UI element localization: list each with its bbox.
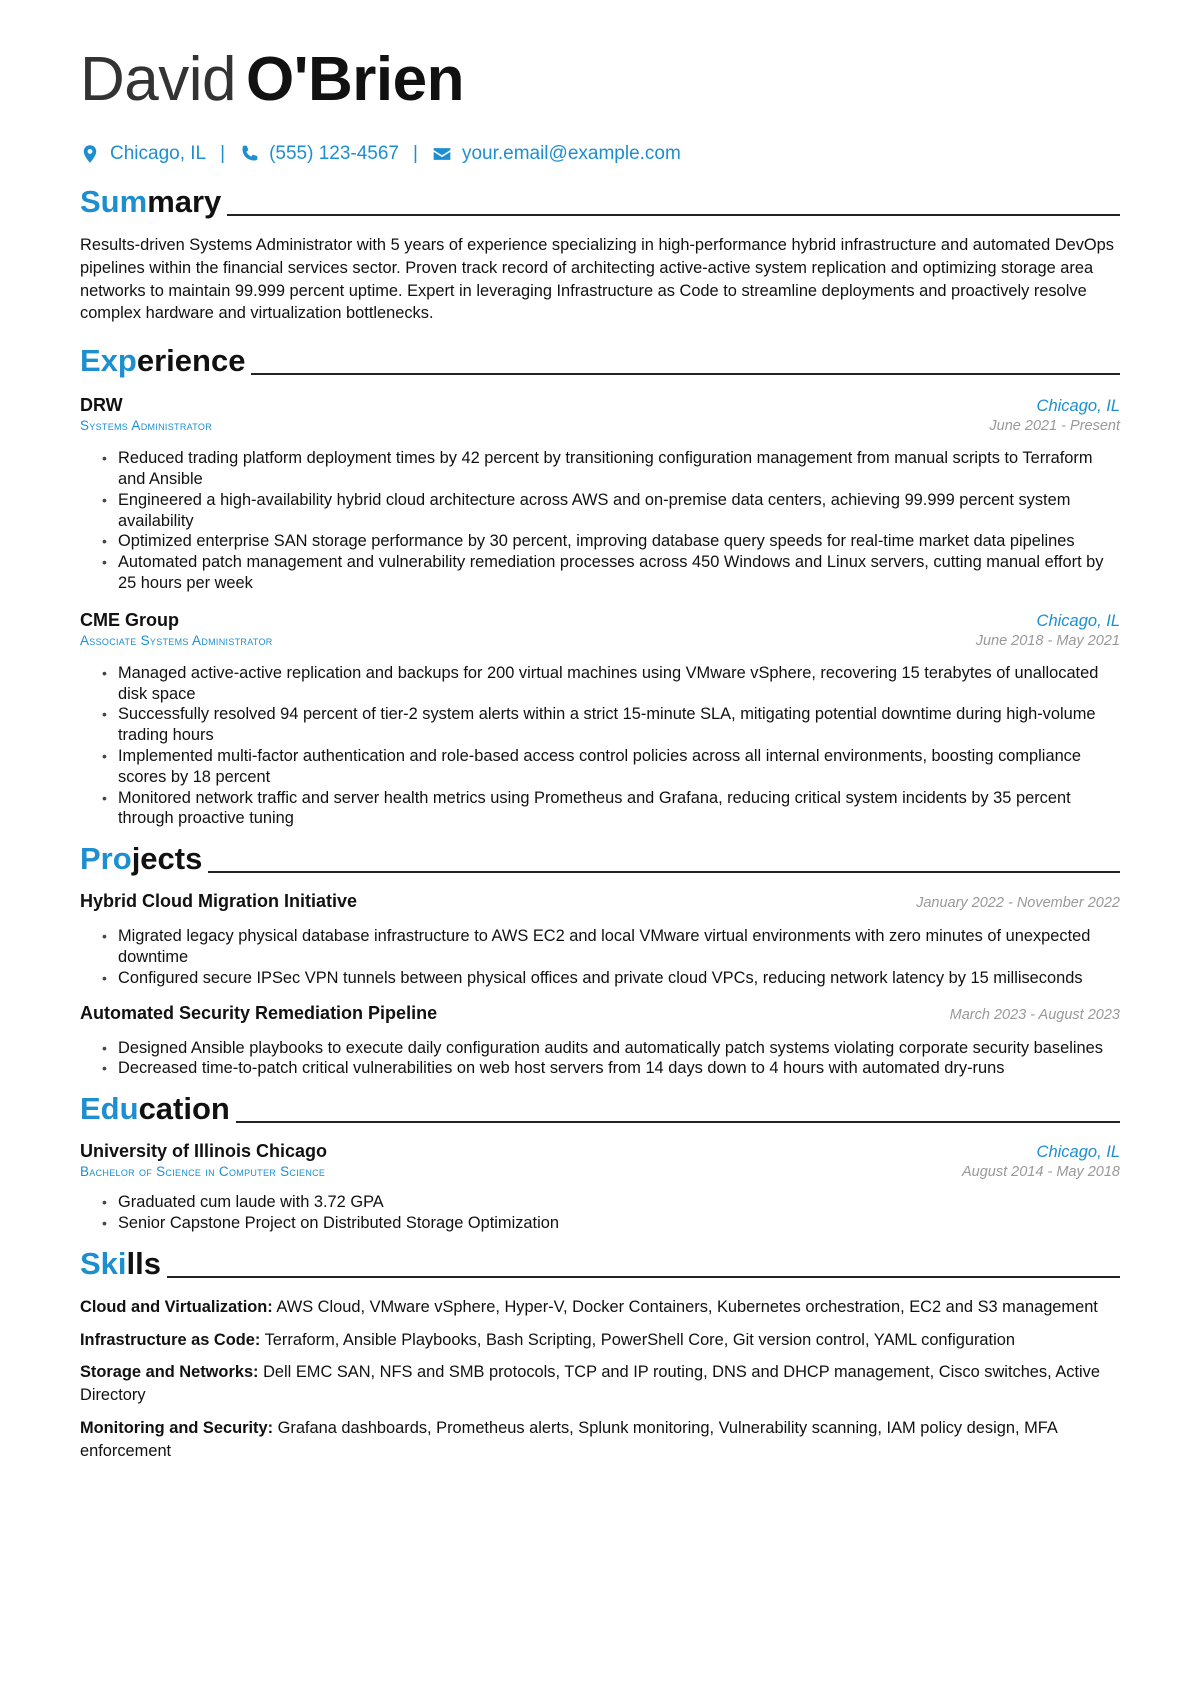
skill-row — [80, 1296, 1120, 1319]
skill-value: AWS Cloud, VMware vSphere, Hyper-V, Docker Containers, Kubernetes orchestration, EC2 and S3 management — [276, 1297, 1098, 1316]
skill-row — [80, 1361, 1120, 1407]
skill-label: Infrastructure as Code: — [80, 1330, 261, 1349]
summary-section — [80, 180, 1120, 325]
section-header — [80, 837, 1120, 877]
bullet-list — [80, 663, 1120, 829]
skill-value: Dell EMC SAN, NFS and SMB protocols, TCP and IP routing, DNS and DHCP management, Cisco switches, Active Directory — [80, 1363, 1100, 1405]
list-item: • Decreased time-to-patch critical vulnerabilities on web host servers from 14 days down to 4 hours with automated dry-runs — [118, 1058, 1120, 1079]
bullet-list — [80, 1192, 1120, 1234]
contact-email[interactable] — [432, 143, 681, 165]
bullet-list — [80, 926, 1120, 988]
skill-label: Storage and Networks: — [80, 1363, 259, 1382]
experience-section — [80, 339, 1120, 829]
skill-row — [80, 1417, 1120, 1463]
section-title: Projects — [80, 841, 203, 877]
job-title: Systems Administrator — [80, 418, 212, 434]
section-header — [80, 339, 1120, 379]
list-item: • Successfully resolved 94 percent of tier-2 system alerts within a strict 15-minute SLA, mitigating potential downtime during high-volume trading hours — [118, 704, 1120, 746]
phone-text: (555) 123-4567 — [269, 143, 399, 164]
project-dates: March 2023 - August 2023 — [949, 1006, 1120, 1023]
list-item: • Monitored network traffic and server health metrics using Prometheus and Grafana, reducing critical system incidents by 35 percent through proactive tuning — [118, 788, 1120, 830]
skill-label: Cloud and Virtualization: — [80, 1297, 273, 1316]
bullet-list — [80, 448, 1120, 594]
section-title: Summary — [80, 184, 222, 219]
list-item: • Designed Ansible playbooks to execute daily configuration audits and automatically patch systems violating corporate security baselines — [118, 1038, 1120, 1059]
school-location: Chicago, IL — [1036, 1143, 1120, 1162]
school-name: University of Illinois Chicago — [80, 1141, 328, 1162]
last-name: O'Brien — [246, 45, 464, 114]
project-dates: January 2022 - November 2022 — [916, 895, 1120, 912]
location-text: Chicago, IL — [110, 143, 207, 164]
skill-value: Grafana dashboards, Prometheus alerts, Splunk monitoring, Vulnerability scanning, IAM policy design, MFA enforcement — [80, 1418, 1057, 1460]
employer-location: Chicago, IL — [1036, 397, 1120, 416]
experience-entry — [80, 610, 1120, 829]
section-header — [80, 1242, 1120, 1282]
job-dates: June 2021 - Present — [989, 418, 1120, 435]
experience-entry — [80, 395, 1120, 594]
section-header — [80, 1087, 1120, 1127]
employer-name: CME Group — [80, 609, 179, 630]
employer-name: DRW — [80, 395, 123, 416]
contact-location — [80, 143, 206, 165]
contact-line — [80, 142, 1120, 166]
project-entry — [80, 1003, 1120, 1080]
list-item: • Migrated legacy physical database infrastructure to AWS EC2 and local VMware virtual environments with zero minutes of unexpected downtime — [118, 926, 1120, 968]
list-item: • Automated patch management and vulnerability remediation processes across 450 Windows and Linux servers, cutting manual effort by 25 hours per week — [118, 552, 1120, 594]
list-item: • Implemented multi-factor authentication and role-based access control policies across all internal environments, boosting compliance scores by 18 percent — [118, 746, 1120, 788]
summary-text: Results-driven Systems Administrator with 5 years of experience specializing in high-performance hybrid infrastructure and automated DevOps pipelines within the financial services sector. Proven track record of architecting active-active system replication and optimizing storage area networks to maintain 99.999 percent uptime. Expert in leveraging Infrastructure as Code to streamline deployments and proactively resolve complex hardware and virtualization bottlenecks. — [80, 236, 1114, 323]
section-rule — [251, 373, 1120, 375]
list-item: • Graduated cum laude with 3.72 GPA — [118, 1192, 1120, 1213]
education-section — [80, 1087, 1120, 1234]
section-header — [80, 180, 1120, 220]
section-rule — [236, 1121, 1120, 1123]
list-item: • Managed active-active replication and backups for 200 virtual machines using VMware vSphere, recovering 15 terabytes of unallocated disk space — [118, 663, 1120, 705]
skill-value: Terraform, Ansible Playbooks, Bash Scripting, PowerShell Core, Git version control, YAML configuration — [264, 1330, 1015, 1349]
degree-title: Bachelor of Science in Computer Science — [80, 1164, 326, 1180]
education-entry — [80, 1141, 1120, 1234]
project-name: Hybrid Cloud Migration Initiative — [80, 891, 358, 912]
section-rule — [227, 214, 1120, 216]
section-title: Skills — [80, 1245, 161, 1281]
section-rule — [208, 871, 1120, 873]
skill-row — [80, 1329, 1120, 1352]
section-rule — [167, 1276, 1120, 1278]
map-pin-icon — [80, 144, 100, 164]
skill-label: Monitoring and Security: — [80, 1418, 274, 1437]
list-item: • Engineered a high-availability hybrid cloud architecture across AWS and on-premise data centers, achieving 99.999 percent system availability — [118, 490, 1120, 532]
skills-list — [80, 1296, 1120, 1463]
employer-location: Chicago, IL — [1036, 611, 1120, 630]
skills-section — [80, 1242, 1120, 1463]
education-dates: August 2014 - May 2018 — [962, 1164, 1120, 1181]
bullet-list — [80, 1038, 1120, 1080]
contact-separator: | — [220, 143, 226, 164]
list-item: • Reduced trading platform deployment times by 42 percent by transitioning configuration management from manual scripts to Terraform and Ansible — [118, 448, 1120, 490]
job-dates: June 2018 - May 2021 — [975, 632, 1120, 649]
section-title: Experience — [80, 343, 246, 379]
envelope-icon — [432, 144, 452, 164]
section-title: Education — [80, 1091, 230, 1127]
contact-separator: | — [413, 143, 418, 164]
contact-phone[interactable] — [239, 143, 399, 165]
project-entry — [80, 891, 1120, 988]
list-item: • Senior Capstone Project on Distributed Storage Optimization — [118, 1213, 1120, 1234]
list-item: • Configured secure IPSec VPN tunnels between physical offices and private cloud VPCs, reducing network latency by 15 milliseconds — [118, 968, 1120, 989]
projects-section — [80, 837, 1120, 1079]
first-name: David — [80, 45, 237, 114]
job-title: Associate Systems Administrator — [80, 632, 273, 648]
full-name — [80, 40, 1120, 120]
project-name: Automated Security Remediation Pipeline — [80, 1002, 438, 1023]
phone-icon — [239, 144, 259, 164]
email-text: your.email@example.com — [461, 143, 681, 164]
list-item: • Optimized enterprise SAN storage performance by 30 percent, improving database query speeds for real-time market data pipelines — [118, 531, 1120, 552]
